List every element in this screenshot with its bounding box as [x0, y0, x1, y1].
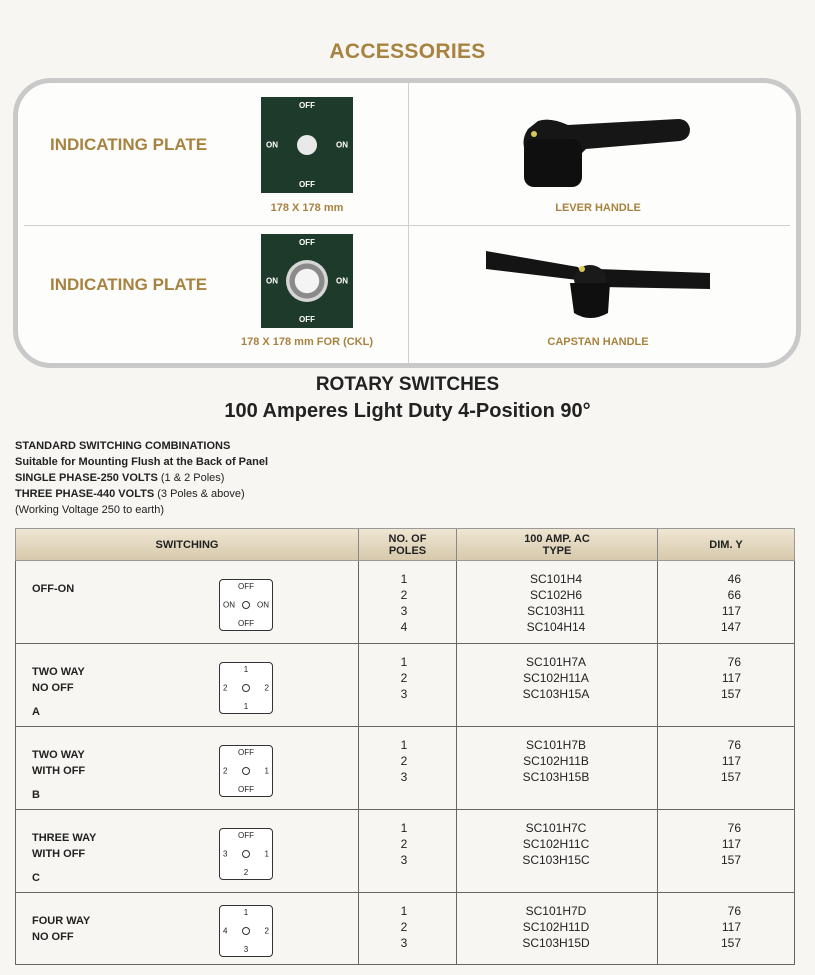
accessories-title: ACCESSORIES [329, 40, 486, 63]
type-cell: SC101H7B SC102H11B SC103H15B [522, 738, 590, 784]
plate-bottom-label: OFF [299, 315, 315, 324]
capstan-handle-image [478, 239, 718, 329]
poles-cell: 1 2 3 [400, 655, 408, 701]
plate-left-label: ON [266, 140, 278, 150]
type-cell: SC101H7A SC102H11A SC103H15A [522, 655, 590, 701]
header-type: 100 AMP. AC TYPE [524, 532, 590, 557]
switch-center-icon [242, 850, 250, 858]
spec-line: Suitable for Mounting Flush at the Back of Panel [15, 456, 269, 468]
switching-name: TWO WAY NO OFF [32, 666, 85, 694]
switching-diagram: OFF ON ON OFF [219, 579, 273, 631]
rotary-switches-title: ROTARY SWITCHES [315, 374, 500, 395]
indicating-plate-ckl-image [261, 234, 353, 328]
accessories-panel [13, 78, 801, 368]
poles-cell: 1 2 3 [400, 738, 408, 784]
table-row [16, 561, 794, 644]
plate-bottom-label: OFF [299, 180, 315, 189]
dim-cell: 76 117 157 [720, 655, 741, 701]
spec-line: (Working Voltage 250 to earth) [15, 504, 164, 516]
dim-cell: 46 66 117 147 [720, 572, 741, 634]
switching-name: THREE WAY WITH OFF [32, 832, 97, 860]
switch-center-icon [242, 601, 250, 609]
table-header [15, 528, 795, 561]
plate-knob [297, 135, 317, 155]
switching-name: TWO WAY WITH OFF [32, 749, 86, 777]
poles-cell: 1 2 3 4 [400, 572, 408, 634]
indicating-plate-label: INDICATING PLATE [50, 275, 208, 294]
switching-diagram: 1 4 2 3 [219, 905, 273, 957]
header-poles: NO. OF POLES [388, 532, 427, 557]
header-switching: SWITCHING [155, 538, 219, 551]
table-row [16, 893, 794, 965]
plate-top-label: OFF [299, 101, 315, 110]
switching-letter: B [32, 789, 40, 801]
specifications-block [15, 438, 268, 518]
plate-knob [286, 260, 328, 302]
poles-cell: 1 2 3 [400, 904, 408, 950]
capstan-handle-caption: CAPSTAN HANDLE [547, 336, 649, 348]
switch-center-icon [242, 684, 250, 692]
plate-right-label: ON [336, 140, 348, 150]
spec-line: SINGLE PHASE-250 VOLTS (1 & 2 Poles) [15, 472, 225, 484]
table-row [16, 727, 794, 810]
switching-name: FOUR WAY NO OFF [32, 915, 91, 943]
rotary-switches-subtitle: 100 Amperes Light Duty 4-Position 90° [224, 400, 591, 422]
plate-caption: 178 X 178 mm [270, 202, 344, 214]
switching-diagram: OFF 3 1 2 [219, 828, 273, 880]
plate-right-label: ON [336, 276, 348, 286]
dim-cell: 76 117 157 [720, 904, 741, 950]
plate-left-label: ON [266, 276, 278, 286]
switching-diagram: OFF 2 1 OFF [219, 745, 273, 797]
type-cell: SC101H7D SC102H11D SC103H15D [522, 904, 590, 950]
switch-center-icon [242, 927, 250, 935]
table-row [16, 644, 794, 727]
panel-divider-horizontal [24, 225, 790, 226]
table-row [16, 810, 794, 893]
type-cell: SC101H4 SC102H6 SC103H11 SC104H14 [526, 572, 586, 634]
panel-divider-vertical [408, 83, 409, 363]
switching-name: OFF-ON [32, 583, 75, 595]
poles-cell: 1 2 3 [400, 821, 408, 867]
type-cell: SC101H7C SC102H11C SC103H15C [522, 821, 590, 867]
plate-ckl-caption: 178 X 178 mm FOR (CKL) [240, 336, 374, 348]
switching-table [15, 561, 795, 965]
switch-center-icon [242, 767, 250, 775]
switching-diagram: 1 2 2 1 [219, 662, 273, 714]
dim-cell: 76 117 157 [720, 821, 741, 867]
switching-letter: A [32, 706, 40, 718]
lever-handle-caption: LEVER HANDLE [555, 202, 641, 214]
switching-letter: C [32, 872, 40, 884]
spec-line: STANDARD SWITCHING COMBINATIONS [15, 440, 231, 452]
header-dim: DIM. Y [709, 538, 743, 551]
plate-top-label: OFF [299, 238, 315, 247]
spec-line: THREE PHASE-440 VOLTS (3 Poles & above) [15, 488, 245, 500]
indicating-plate-image [261, 97, 353, 193]
indicating-plate-label: INDICATING PLATE [50, 135, 208, 154]
lever-handle-image [498, 99, 698, 199]
dim-cell: 76 117 157 [720, 738, 741, 784]
